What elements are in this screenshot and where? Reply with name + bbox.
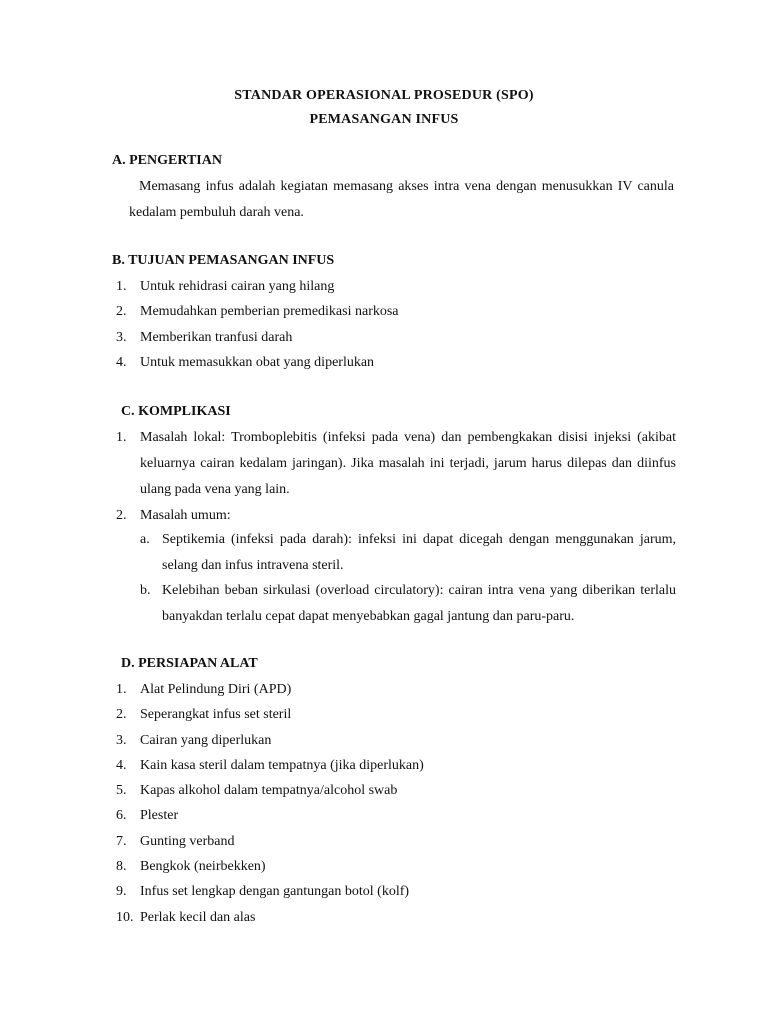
list-item-text: Cairan yang diperlukan bbox=[140, 732, 272, 748]
list-item-text: Alat Pelindung Diri (APD) bbox=[140, 682, 292, 697]
list-item-text: Plester bbox=[140, 808, 179, 824]
list-item bbox=[116, 829, 676, 854]
list-item-number: 2. bbox=[116, 304, 127, 320]
list-item-text: Masalah umum: bbox=[140, 508, 231, 523]
section-c-sublist bbox=[116, 527, 676, 629]
list-item-number: 2. bbox=[116, 508, 127, 523]
document-subtitle: PEMASANGAN INFUS bbox=[309, 112, 459, 127]
list-item-number: 6. bbox=[116, 808, 127, 824]
document-title: STANDAR OPERASIONAL PROSEDUR (SPO) bbox=[234, 88, 534, 103]
section-a-heading: A. PENGERTIAN bbox=[112, 153, 222, 168]
list-item-number: 4. bbox=[116, 757, 127, 773]
sublist-item-letter: a. bbox=[140, 532, 150, 547]
list-item-text: Perlak kecil dan alas bbox=[140, 909, 256, 925]
sublist-item-text: Kelebihan beban sirkulasi (overload circulatory): cairan intra vena yang diberikan terlalu banyakdan terlalu cepat dapat menyebabkan gagal jantung dan paru-paru. bbox=[162, 583, 676, 624]
sublist-item bbox=[116, 527, 676, 578]
list-item bbox=[116, 803, 676, 828]
sublist-item-letter: b. bbox=[140, 583, 151, 598]
list-item-number: 7. bbox=[116, 833, 127, 849]
list-item-number: 9. bbox=[116, 884, 127, 900]
list-item-text: Kain kasa steril dalam tempatnya (jika diperlukan) bbox=[140, 757, 424, 773]
list-item-number: 5. bbox=[116, 783, 127, 799]
list-item bbox=[116, 503, 676, 529]
section-c-heading: C. KOMPLIKASI bbox=[121, 404, 231, 419]
section-b-list bbox=[116, 274, 676, 375]
list-item bbox=[116, 854, 676, 879]
list-item bbox=[116, 299, 676, 324]
list-item bbox=[116, 702, 676, 727]
list-item-number: 3. bbox=[116, 329, 127, 345]
list-item-text: Untuk memasukkan obat yang diperlukan bbox=[140, 354, 375, 370]
list-item-text: Memudahkan pemberian premedikasi narkosa bbox=[140, 304, 399, 320]
list-item-number: 10. bbox=[116, 909, 134, 925]
list-item bbox=[116, 778, 676, 803]
section-a-paragraph: Memasang infus adalah kegiatan memasang akses intra vena dengan menusukkan IV canula kedalam pembuluh darah vena. bbox=[129, 179, 674, 220]
list-item-number: 2. bbox=[116, 707, 127, 723]
list-item-text: Memberikan tranfusi darah bbox=[140, 329, 293, 345]
list-item bbox=[116, 879, 676, 904]
section-d-heading: D. PERSIAPAN ALAT bbox=[121, 656, 258, 671]
list-item-number: 1. bbox=[116, 430, 127, 445]
sublist-item bbox=[116, 578, 676, 629]
list-item-text: Kapas alkohol dalam tempatnya/alcohol swab bbox=[140, 783, 398, 799]
list-item bbox=[116, 677, 676, 702]
list-item-text: Gunting verband bbox=[140, 833, 235, 849]
list-item-text: Bengkok (neirbekken) bbox=[140, 859, 266, 875]
section-c-list bbox=[116, 425, 676, 529]
list-item-number: 3. bbox=[116, 732, 127, 748]
list-item-text: Masalah lokal: Tromboplebitis (infeksi pada vena) dan pembengkakan disisi injeksi (akibat keluarnya cairan kedalam jaringan). Jika masalah ini terjadi, jarum harus dilepas dan diinfus ulang pada vena yang lain. bbox=[140, 430, 676, 497]
list-item bbox=[116, 425, 676, 503]
list-item bbox=[116, 274, 676, 299]
list-item-number: 4. bbox=[116, 354, 127, 370]
section-b-heading: B. TUJUAN PEMASANGAN INFUS bbox=[112, 253, 335, 268]
list-item bbox=[116, 753, 676, 778]
list-item-text: Untuk rehidrasi cairan yang hilang bbox=[140, 279, 335, 294]
list-item bbox=[116, 325, 676, 350]
list-item-number: 1. bbox=[116, 682, 127, 697]
list-item bbox=[116, 350, 676, 375]
list-item-text: Seperangkat infus set steril bbox=[140, 707, 292, 723]
list-item-number: 8. bbox=[116, 859, 127, 875]
section-d-list bbox=[116, 677, 676, 930]
list-item-number: 1. bbox=[116, 279, 127, 294]
list-item-text: Infus set lengkap dengan gantungan botol (kolf) bbox=[140, 884, 410, 900]
list-item bbox=[116, 905, 676, 930]
sublist-item-text: Septikemia (infeksi pada darah): infeksi ini dapat dicegah dengan menggunakan jarum, selang dan infus intravena steril. bbox=[162, 532, 676, 573]
list-item bbox=[116, 728, 676, 753]
